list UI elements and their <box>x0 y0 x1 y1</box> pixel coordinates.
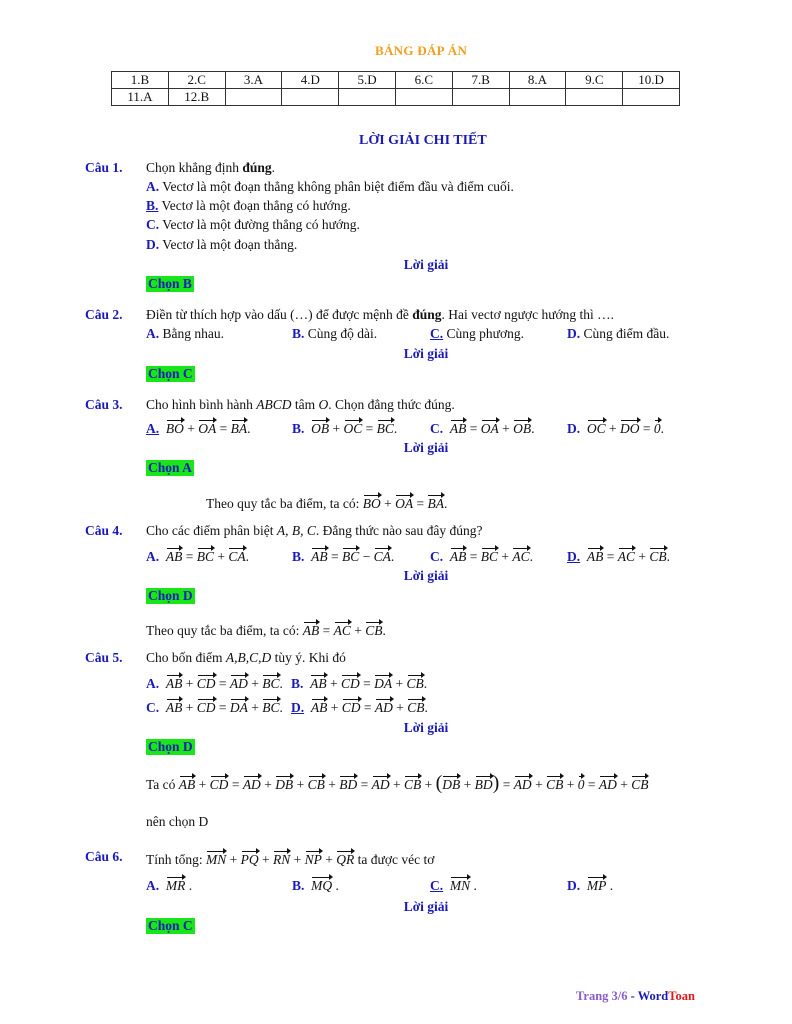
q3-answer-badge: Chọn A <box>148 460 192 475</box>
question-4-label: Câu 4. <box>85 523 123 538</box>
q1-option-a: A. Vectơ là một đoạn thẳng không phân biệt điểm đầu và điểm cuối. <box>146 179 514 194</box>
answer-cell <box>566 89 623 106</box>
q2-option-a: A. Bằng nhau. <box>146 326 224 341</box>
answer-cell <box>282 89 339 106</box>
q6-answer-badge: Chọn C <box>148 918 193 933</box>
q3-explanation: Theo quy tắc ba điểm, ta có: BO + OA = BA. <box>206 493 447 512</box>
page-number: Trang 3/6 <box>576 989 628 1003</box>
q1-option-b: B. Vectơ là một đoạn thẳng có hướng. <box>146 198 351 213</box>
answer-cell: 1.B <box>112 72 169 89</box>
q4-option-c: C. AB = BC + AC. <box>430 546 533 565</box>
question-5-label: Câu 5. <box>85 650 123 665</box>
question-6-stem: Tính tổng: MN + PQ + RN + NP + QR ta được véc tơ <box>146 849 434 868</box>
q5-option-d: D. AB + CD = AD + CB. <box>291 697 428 716</box>
section-title: LỜI GIẢI CHI TIẾT <box>359 133 487 148</box>
q2-answer-badge: Chọn C <box>148 366 193 381</box>
q4-explanation: Theo quy tắc ba điểm, ta có: AB = AC + CB. <box>146 620 386 639</box>
q1-solution-heading: Lời giải <box>403 257 449 272</box>
q2-option-b: B. Cùng độ dài. <box>292 326 378 341</box>
q3-option-b: B. OB + OC = BC. <box>292 418 397 437</box>
q4-solution-heading: Lời giải <box>403 568 449 583</box>
question-1-stem: Chọn khẳng định đúng. <box>146 160 276 175</box>
answer-cell: 4.D <box>282 72 339 89</box>
question-1-label: Câu 1. <box>85 160 123 175</box>
answer-cell <box>225 89 282 106</box>
q2-option-d: D. Cùng điểm đầu. <box>567 326 670 341</box>
q5-conclusion: nên chọn D <box>146 814 209 829</box>
q5-option-b: B. AB + CD = DA + CB. <box>291 673 427 692</box>
answer-cell: 2.C <box>168 72 225 89</box>
q3-solution-heading: Lời giải <box>403 440 449 455</box>
question-2-label: Câu 2. <box>85 307 123 322</box>
question-6-label: Câu 6. <box>85 849 123 864</box>
question-4-stem: Cho các điểm phân biệt A, B, C. Đẳng thức nào sau đây đúng? <box>146 523 483 538</box>
answer-cell: 10.D <box>623 72 680 89</box>
answer-cell: 7.B <box>452 72 509 89</box>
answer-cell <box>452 89 509 106</box>
q6-option-c: C. MN . <box>430 875 477 894</box>
answer-cell <box>623 89 680 106</box>
answer-cell: 8.A <box>509 72 566 89</box>
q6-option-b: B. MQ . <box>292 875 339 894</box>
q3-option-c: C. AB = OA + OB. <box>430 418 535 437</box>
page-footer: Trang 3/6 - WordToan <box>576 989 695 1003</box>
q6-option-a: A. MR . <box>146 875 192 894</box>
answer-cell <box>339 89 396 106</box>
answer-cell: 9.C <box>566 72 623 89</box>
question-3-label: Câu 3. <box>85 397 123 412</box>
answer-cell: 6.C <box>395 72 452 89</box>
answer-table <box>111 71 680 106</box>
brand-toan: Toan <box>668 989 695 1003</box>
q5-option-a: A. AB + CD = AD + BC. <box>146 673 283 692</box>
answer-row-1 <box>112 72 680 89</box>
q5-solution-heading: Lời giải <box>403 720 449 735</box>
q1-option-c: C. Vectơ là một đường thẳng có hướng. <box>146 217 360 232</box>
q3-option-d: D. OC + DO = 0. <box>567 418 664 437</box>
question-3-stem: Cho hình bình hành ABCD tâm O. Chọn đẳng thức đúng. <box>146 397 455 412</box>
answer-row-2 <box>112 89 680 106</box>
q2-option-c: C. Cùng phương. <box>430 326 524 341</box>
question-5-stem: Cho bốn điểm A,B,C,D tùy ý. Khi đó <box>146 650 346 665</box>
q4-option-d: D. AB = AC + CB. <box>567 546 670 565</box>
answer-key-title: BẢNG ĐÁP ÁN <box>375 43 468 58</box>
q6-option-d: D. MP . <box>567 875 613 894</box>
answer-cell <box>509 89 566 106</box>
answer-cell: 11.A <box>112 89 169 106</box>
q6-solution-heading: Lời giải <box>403 899 449 914</box>
question-2-stem: Điền từ thích hợp vào dấu (…) để được mệnh đề đúng. Hai vectơ ngược hướng thì …. <box>146 307 615 322</box>
q5-option-c: C. AB + CD = DA + BC. <box>146 697 283 716</box>
q5-explanation: Ta có AB + CD = AD + DB + CB + BD = AD + CB + (DB + BD) = AD + CB + 0 = AD + CB <box>146 772 649 794</box>
q1-option-d: D. Vectơ là một đoạn thẳng. <box>146 237 298 252</box>
answer-cell: 3.A <box>225 72 282 89</box>
q5-answer-badge: Chọn D <box>148 739 193 754</box>
q3-option-a: A. BO + OA = BA. <box>146 418 251 437</box>
brand-word: Word <box>637 989 669 1003</box>
q4-answer-badge: Chọn D <box>148 588 193 603</box>
answer-cell <box>395 89 452 106</box>
answer-cell: 5.D <box>339 72 396 89</box>
q1-answer-badge: Chọn B <box>148 276 192 291</box>
answer-cell: 12.B <box>168 89 225 106</box>
q2-solution-heading: Lời giải <box>403 346 449 361</box>
q4-option-b: B. AB = BC − CA. <box>292 546 394 565</box>
q4-option-a: A. AB = BC + CA. <box>146 546 249 565</box>
